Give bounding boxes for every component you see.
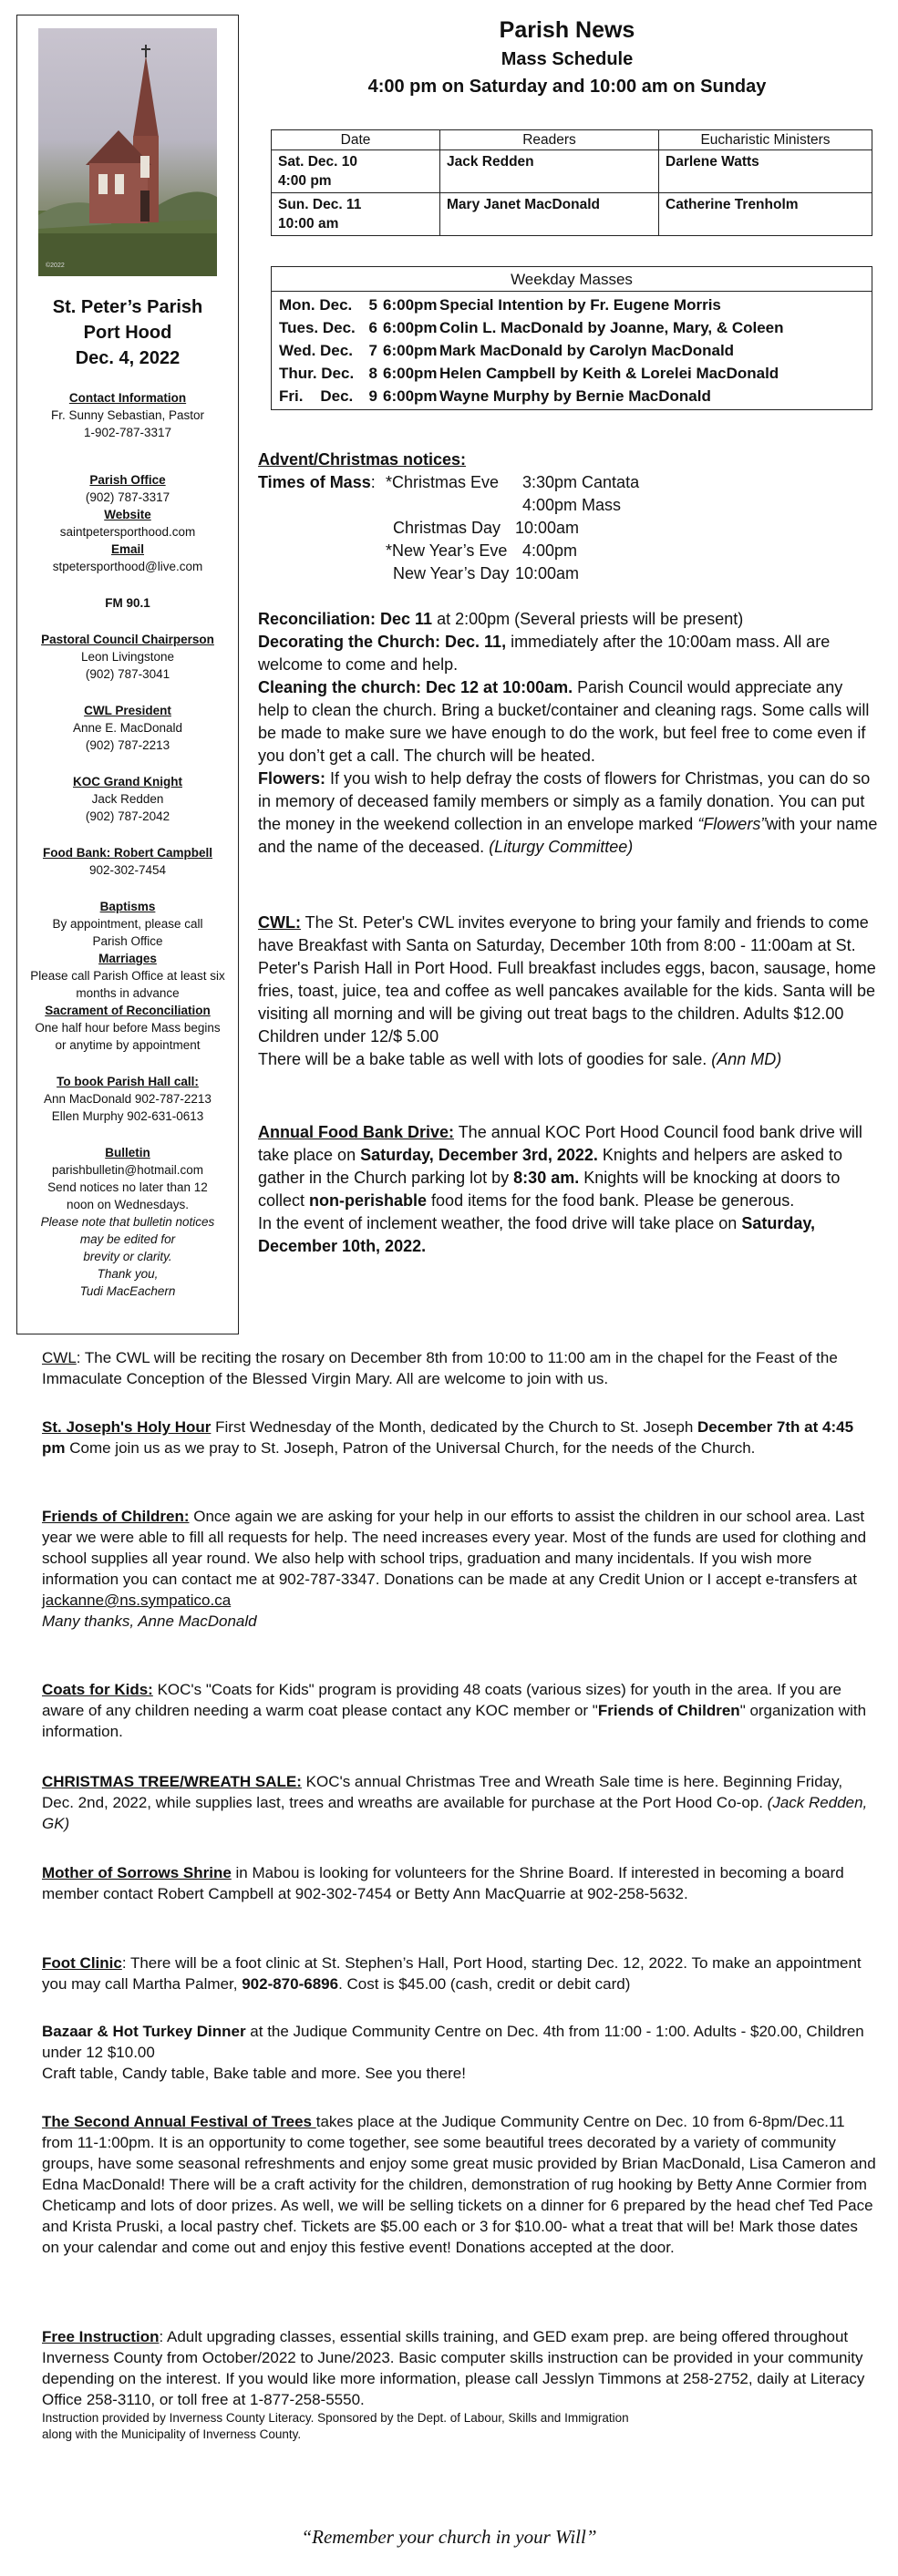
svg-text:©2022: ©2022 <box>46 263 65 269</box>
parish-name: St. Peter’s Parish <box>52 297 203 317</box>
koc-heading: KOC Grand Knight <box>73 775 182 788</box>
friends-label: Friends of Children: <box>42 1508 190 1525</box>
friends-text: Once again we are asking for your help in our efforts to assist the children in our school area. Last year we were able to fill all requests for help. The need increases every year. Most of the funds are used for clothing and school supplies all year round. We also help with school trips, graduation and many incidentals. If you wish more information you can contact me at 902-787-3347. Donations can be made at any Credit Union or I accept e-transfers at <box>42 1508 867 1588</box>
foodbank-phone: 902-302-7454 <box>88 863 167 877</box>
flowers-label: Flowers: <box>258 769 326 788</box>
shrine-notice <box>42 1862 876 1904</box>
bulletin-note: Please note that bulletin notices <box>40 1215 215 1229</box>
food-drive-text: Knights and helpers are asked to gather in the Church parking lot by <box>258 1146 843 1187</box>
tree-sale-notice <box>42 1771 876 1834</box>
christmas-eve: *Christmas Eve <box>386 473 500 491</box>
festival-label: The Second Annual Festival of Trees <box>42 2113 316 2130</box>
table-row <box>272 150 872 193</box>
time-line: 4:00 pm <box>278 173 332 189</box>
cleaning-label: Cleaning the church: Dec 12 at 10:00am. <box>258 678 573 696</box>
bazaar-tables: Craft table, Candy table, Bake table and more. See you there! <box>42 2065 466 2082</box>
list-item <box>279 316 864 339</box>
christmas-day-time: 10:00am <box>515 519 580 537</box>
reconciliation-heading: Sacrament of Reconciliation <box>45 1004 211 1017</box>
food-drive-text: food items for the food bank. Please be generous. <box>427 1191 795 1210</box>
cwl-rosary-label: CWL <box>42 1349 77 1366</box>
sidebar <box>16 15 239 1334</box>
mass-schedule-heading: Mass Schedule <box>501 49 634 69</box>
reconciliation-label: Reconciliation: Dec 11 <box>258 610 433 628</box>
weekday-masses-box <box>271 266 872 410</box>
column-header: Date <box>272 130 440 150</box>
reconciliation-notice <box>258 608 878 859</box>
decorating-label: Decorating the Church: Dec. 11, <box>258 633 507 651</box>
foot-clinic-phone: 902-870-6896 <box>242 1975 339 1993</box>
list-item <box>279 385 864 407</box>
cwl-breakfast-label: CWL: <box>258 913 301 932</box>
mass-day: Fri. Dec. <box>279 387 354 405</box>
bulletin-deadline: noon on Wednesdays. <box>66 1198 190 1211</box>
bulletin-heading: Bulletin <box>105 1146 150 1159</box>
st-joseph-label: St. Joseph's Holy Hour <box>42 1418 212 1436</box>
mass-date-number: 6 <box>368 319 377 336</box>
cwl-bake-table: There will be a bake table as well with lots of goodies for sale. <box>258 1050 712 1068</box>
baptisms-heading: Baptisms <box>99 900 156 913</box>
mass-times-row <box>258 562 878 585</box>
christmas-day: Christmas Day <box>393 519 501 537</box>
shrine-label: Mother of Sorrows Shrine <box>42 1864 232 1881</box>
mass-intention: Wayne Murphy by Bernie MacDonald <box>439 387 711 405</box>
pastor-name: Fr. Sunny Sebastian, Pastor <box>50 408 205 422</box>
shrine-text: in Mabou is looking for volunteers for the Shrine Board. If interested in becoming a board member contact Robert Campbell at 902-302-7454 or Betty Ann MacQuarrie at 902-258-5632. <box>42 1864 844 1902</box>
foot-clinic-text: . Cost is $45.00 (cash, credit or debit card) <box>338 1975 631 1993</box>
marriages-heading: Marriages <box>98 952 157 965</box>
coats-text: " organization with information. <box>42 1702 867 1740</box>
header <box>257 15 877 100</box>
marriages-line: months in advance <box>76 986 180 1000</box>
date-line: Sun. Dec. 11 <box>278 197 362 212</box>
list-item <box>279 294 864 316</box>
list-item <box>279 339 864 362</box>
date-line: Sat. Dec. 10 <box>278 154 358 170</box>
tree-sale-label: CHRISTMAS TREE/WREATH SALE: <box>42 1773 302 1790</box>
mass-date-number: 7 <box>368 342 377 359</box>
mass-intention: Helen Campbell by Keith & Lorelei MacDonald <box>439 365 779 382</box>
bulletin-note: brevity or clarity. <box>83 1250 172 1263</box>
table-cell-reader: Mary Janet MacDonald <box>440 193 659 236</box>
marriages-line: Please call Parish Office at least six <box>30 969 225 983</box>
cwl-heading: CWL President <box>84 704 171 717</box>
hall-contact: Ellen Murphy 902-631-0613 <box>51 1109 204 1123</box>
coats-for-kids-notice <box>42 1679 876 1742</box>
st-joseph-text: First Wednesday of the Month, dedicated by the Church to St. Joseph <box>211 1418 697 1436</box>
cwl-rosary-text: : The CWL will be reciting the rosary on December 8th from 10:00 to 11:00 am in the chapel for the Feast of the Immaculate Conception of the Blessed Virgin Mary. All are welcome to join with us. <box>42 1349 838 1387</box>
mass-intention: Colin L. MacDonald by Joanne, Mary, & Coleen <box>439 319 784 336</box>
table-cell-reader: Jack Redden <box>440 150 659 193</box>
advent-notices <box>258 448 878 585</box>
bazaar-label: Bazaar & Hot Turkey Dinner <box>42 2023 246 2040</box>
free-instruction-credit: Instruction provided by Inverness County Literacy. Sponsored by the Dept. of Labour, Skills and Immigration <box>42 2411 629 2425</box>
mass-date-number: 5 <box>368 296 377 314</box>
new-years-eve: *New Year’s Eve <box>386 541 508 560</box>
table-header-row <box>272 130 872 150</box>
baptisms-line: Parish Office <box>92 934 163 948</box>
reconciliation-line: or anytime by appointment <box>55 1038 201 1052</box>
food-drive-label: Annual Food Bank Drive: <box>258 1123 455 1141</box>
new-years-day-time: 10:00am <box>515 564 580 582</box>
church-photo <box>38 28 217 276</box>
decorating-text: immediately after the 10:00am mass. All are welcome to come and help. <box>258 633 831 674</box>
flowers-text: If you wish to help defray the costs of flowers for Christmas, you can do so in memory of deceased family members or simply as a family donation. You can put the money in the weekend collection in an envelope marked <box>258 769 871 833</box>
table-cell-date <box>272 193 440 236</box>
st-joseph-text: Come join us as we pray to St. Joseph, Patron of the Universal Church, for the needs of the Church. <box>69 1439 756 1457</box>
mass-times-row <box>258 517 878 540</box>
foot-clinic-text: : There will be a foot clinic at St. Stephen’s Hall, Port Hood, starting Dec. 12, 2022. To make an appointment you may call Martha Palmer, <box>42 1954 862 1993</box>
koc-phone: (902) 787-2042 <box>85 809 170 823</box>
bulletin-deadline: Send notices no later than 12 <box>47 1180 208 1194</box>
weekday-masses-title: Weekday Masses <box>272 267 872 292</box>
mass-time: 6:00pm <box>383 342 438 359</box>
food-drive-text: The annual KOC Port Hood Council food bank drive will take place on <box>258 1123 862 1164</box>
christmas-eve-cantata: 3:30pm Cantata <box>522 473 640 491</box>
bulletin-note-signature: Tudi MacEachern <box>79 1284 176 1298</box>
coats-organization: Friends of Children <box>597 1702 740 1719</box>
festival-of-trees-notice <box>42 2111 876 2258</box>
website-heading: Website <box>104 508 151 521</box>
mass-times-row <box>258 471 878 494</box>
mass-times: 4:00 pm on Saturday and 10:00 am on Sunday <box>367 77 767 97</box>
bulletin-email[interactable]: parishbulletin@hotmail.com <box>51 1163 204 1177</box>
food-drive-alt-date: Saturday, December 10th, 2022. <box>258 1214 816 1255</box>
mass-times-row <box>258 540 878 562</box>
food-drive-notice <box>258 1121 878 1258</box>
mass-intention: Mark MacDonald by Carolyn MacDonald <box>439 342 735 359</box>
hall-contact: Ann MacDonald 902-787-2213 <box>44 1092 212 1106</box>
table-cell-minister: Darlene Watts <box>659 150 872 193</box>
reconciliation-text: at 2:00pm (Several priests will be present) <box>432 610 744 628</box>
bulletin-note: may be edited for <box>79 1232 176 1246</box>
friends-signature: Many thanks, Anne MacDonald <box>42 1613 257 1630</box>
council-phone: (902) 787-3041 <box>85 667 170 681</box>
list-item <box>279 362 864 385</box>
weekday-masses-list <box>272 292 872 409</box>
mass-day: Wed. Dec. <box>279 342 353 359</box>
mass-date-number: 9 <box>368 387 377 405</box>
cwl-breakfast-notice <box>258 912 878 1071</box>
parish-location: Port Hood <box>83 323 172 343</box>
cleaning-text: Parish Council would appreciate any help to clean the church. Bring a bucket/container and cleaning rags. Some calls will be made to make sure we have enough to do the work, but feel free to come even if you don’t get a call. The church will be heated. <box>258 678 870 765</box>
foot-clinic-notice <box>42 1953 876 1994</box>
free-instruction-credit: along with the Municipality of Inverness County. <box>42 2427 302 2441</box>
coats-text: KOC's "Coats for Kids" program is providing 48 coats (various sizes) for youth in the area. If you are aware of any children needing a warm coat please contact any KOC member or " <box>42 1681 841 1719</box>
koc-name: Jack Redden <box>91 792 164 806</box>
mass-day: Thur. Dec. <box>279 365 355 382</box>
free-instruction-text: : Adult upgrading classes, essential skills training, and GED exam prep. are being offered throughout Inverness County from October/2022 to June/2023. Basic computer skills instruction can be provided in your community depending on the interest. If you would like more information, please call Jesslyn Timmons at 258-2752, daily at Literacy Office 258-3110, or toll free at 1-877-258-5550. <box>42 2328 865 2408</box>
flowers-quote: “Flowers” <box>697 815 767 833</box>
times-colon: : <box>370 473 385 491</box>
office-heading: Parish Office <box>89 473 166 487</box>
food-drive-date: Saturday, December 3rd, 2022. <box>360 1146 598 1164</box>
council-heading: Pastoral Council Chairperson <box>41 633 214 646</box>
coats-label: Coats for Kids: <box>42 1681 153 1698</box>
mass-time: 6:00pm <box>383 365 438 382</box>
table-row <box>272 193 872 236</box>
christmas-eve-mass: 4:00pm Mass <box>522 496 622 514</box>
friends-of-children-notice <box>42 1506 876 1632</box>
page-title: Parish News <box>499 17 635 43</box>
mass-day: Mon. Dec. <box>279 296 353 314</box>
radio-frequency: FM 90.1 <box>105 596 150 610</box>
cwl-breakfast-text: The St. Peter's CWL invites everyone to bring your family and friends to come have Breakfast with Santa on Saturday, December 10th from 8:00 - 11:00am at St. Peter's Parish Hall in Port Hood. Full breakfast includes eggs, bacon, sausage, home fries, toast, juice, tea and coffee as well pancakes available for the kids. Santa will be visiting all morning and will be giving out treat bags to the children. Adults $12.00 Children under 12/$ 5.00 <box>258 913 876 1046</box>
festival-text: takes place at the Judique Community Centre on Dec. 10 from 6-8pm/Dec.11 from 11-1:00pm. It is an opportunity to come together, see some beautiful trees decorated by a variety of community groups, have some seasonal refreshments and enjoy some great music provided by Brian MacDonald, Lisa Cameron and Edna MacDonald! There will be a craft activity for the children, demonstration of rug hooking by Betty Anne Cormier from Cheticamp and lots of door prizes. As well, we will be selling tickets on a dinner for 6 prepared by the head chef Ted Pace and Krista Pruski, a local pastry chef. Tickets are $5.00 each or 3 for $10.00- what a treat that will be! Mark those dates on your calendar and come out and enjoy this festive event! Donations accepted at the door. <box>42 2113 876 2256</box>
mass-times-row <box>258 494 878 517</box>
foodbank-heading: Food Bank: Robert Campbell <box>42 846 212 860</box>
food-drive-items: non-perishable <box>309 1191 428 1210</box>
st-joseph-notice <box>42 1417 876 1458</box>
email-link[interactable]: stpetersporthood@live.com <box>52 560 203 573</box>
hall-heading: To book Parish Hall call: <box>57 1075 199 1088</box>
food-drive-text: Knights will be knocking at doors to collect <box>258 1169 841 1210</box>
flowers-credit: (Liturgy Committee) <box>489 838 634 856</box>
column-header: Readers <box>440 130 659 150</box>
advent-heading: Advent/Christmas notices: <box>258 450 467 469</box>
new-years-day: New Year’s Day <box>393 564 510 582</box>
table-cell-date <box>272 150 440 193</box>
table-cell-minister: Catherine Trenholm <box>659 193 872 236</box>
cwl-phone: (902) 787-2213 <box>85 738 170 752</box>
free-instruction-notice <box>42 2326 876 2443</box>
column-header: Eucharistic Ministers <box>659 130 872 150</box>
footer-tagline: “Remember your church in your Will” <box>301 2526 597 2548</box>
new-years-eve-time: 4:00pm <box>522 541 578 560</box>
tree-sale-credit: (Jack Redden, GK) <box>42 1794 868 1832</box>
friends-email-link[interactable]: jackanne@ns.sympatico.ca <box>42 1592 232 1609</box>
bazaar-text: at the Judique Community Centre on Dec. 4th from 11:00 - 1:00. Adults - $20.00, Children under 12 $10.00 <box>42 2023 864 2061</box>
mass-time: 6:00pm <box>383 319 438 336</box>
bazaar-notice <box>42 2021 876 2084</box>
mass-day: Tues. Dec. <box>279 319 356 336</box>
foot-clinic-label: Foot Clinic <box>42 1954 122 1972</box>
bulletin-note: Thank you, <box>97 1267 159 1281</box>
mass-time: 6:00pm <box>383 296 438 314</box>
tree-sale-text: KOC's annual Christmas Tree and Wreath Sale time is here. Beginning Friday, Dec. 2nd, 2022, while supplies last, trees and wreaths are available for purchase at the Port Hood Co-op. <box>42 1773 843 1811</box>
free-instruction-label: Free Instruction <box>42 2328 160 2345</box>
st-joseph-date: December 7th at 4:45 pm <box>42 1418 854 1457</box>
food-drive-weather: In the event of inclement weather, the food drive will take place on <box>258 1214 742 1232</box>
mass-date-number: 8 <box>368 365 377 382</box>
reconciliation-line: One half hour before Mass begins <box>35 1021 221 1035</box>
readers-table <box>271 129 872 236</box>
office-phone: (902) 787-3317 <box>85 490 170 504</box>
pastor-phone: 1-902-787-3317 <box>83 426 172 439</box>
mass-time: 6:00pm <box>383 387 438 405</box>
mass-intention: Special Intention by Fr. Eugene Morris <box>439 296 721 314</box>
cwl-name: Anne E. MacDonald <box>72 721 183 735</box>
council-name: Leon Livingstone <box>80 650 175 664</box>
email-heading: Email <box>110 542 145 556</box>
baptisms-line: By appointment, please call <box>52 917 203 931</box>
cwl-rosary-notice <box>42 1347 876 1389</box>
bulletin-date: Dec. 4, 2022 <box>75 348 181 368</box>
cwl-breakfast-credit: (Ann MD) <box>711 1050 782 1068</box>
time-line: 10:00 am <box>278 216 339 232</box>
flowers-text: with your name and the name of the deceased. <box>258 815 878 856</box>
website-link[interactable]: saintpetersporthood.com <box>59 525 196 539</box>
contact-heading: Contact Information <box>68 391 187 405</box>
times-label: Times of Mass <box>258 473 371 491</box>
food-drive-time: 8:30 am. <box>513 1169 580 1187</box>
